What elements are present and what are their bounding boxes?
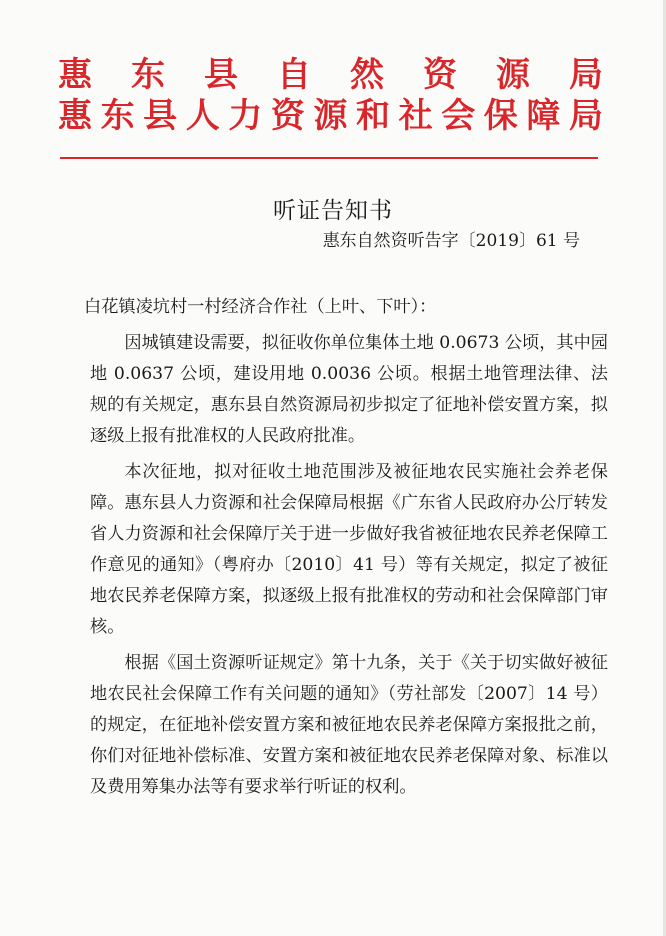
header-char: 县 [143,96,178,136]
header-divider [60,157,598,159]
header-char: 资 [423,55,457,95]
header-char: 保 [483,96,518,136]
header-char: 资 [270,96,305,136]
header-char: 会 [441,96,476,136]
header-char: 人 [185,96,220,136]
document-number: 惠东自然资听告字〔2019〕61 号 [322,231,580,251]
header-agency-2 [58,96,603,136]
header-char: 源 [496,55,530,95]
paragraph: 因城镇建设需要，拟征收你单位集体土地 0.0673 公顷，其中园地 0.0637 公顷，建设用地 0.0036 公顷。根据土地管理法律、法规的有关规定，惠东县自然资源局初步拟定了征地补偿安置方案，拟逐级上报有批准权的人民政府批准。 [90,333,608,446]
document-body [84,292,608,803]
header-char: 社 [398,96,433,136]
header-char: 然 [350,55,384,95]
header-char: 局 [569,55,603,95]
header-char: 惠 [58,96,92,136]
header-char: 惠 [58,55,92,95]
header-char: 东 [131,55,165,95]
header-char: 县 [204,55,238,95]
header-agency-1 [58,55,603,95]
header-char: 自 [277,55,311,95]
addressee: 白花镇凌坑村一村经济合作社（上叶、下叶）： [84,297,437,317]
document-title: 听证告知书 [273,198,393,224]
header-char: 和 [356,96,391,136]
paragraph: 根据《国土资源听证规定》第十九条，关于《关于切实做好被征地农民社会保障工作有关问题的通知》（劳社部发〔2007〕14 号）的规定，在征地补偿安置方案和被征地农民养老保障方案报批之前，你们对征地补偿标准、安置方案和被征地农民养老保障对象、标准以及费用筹集办法等有要求举行听证的权利。 [90,653,608,797]
header-char: 源 [313,96,348,136]
header-char: 局 [568,96,603,136]
header-char: 东 [100,96,135,136]
header-char: 力 [228,96,263,136]
header-char: 障 [526,96,561,136]
paragraph: 本次征地，拟对征收土地范围涉及被征地农民实施社会养老保障。惠东县人力资源和社会保障局根据《广东省人民政府办公厅转发省人力资源和社会保障厅关于进一步做好我省被征地农民养老保障工作意见的通知》（粤府办〔2010〕41 号）等有关规定，拟定了被征地农民养老保障方案，拟逐级上报有批准权的劳动和社会保障部门审核。 [90,462,608,637]
